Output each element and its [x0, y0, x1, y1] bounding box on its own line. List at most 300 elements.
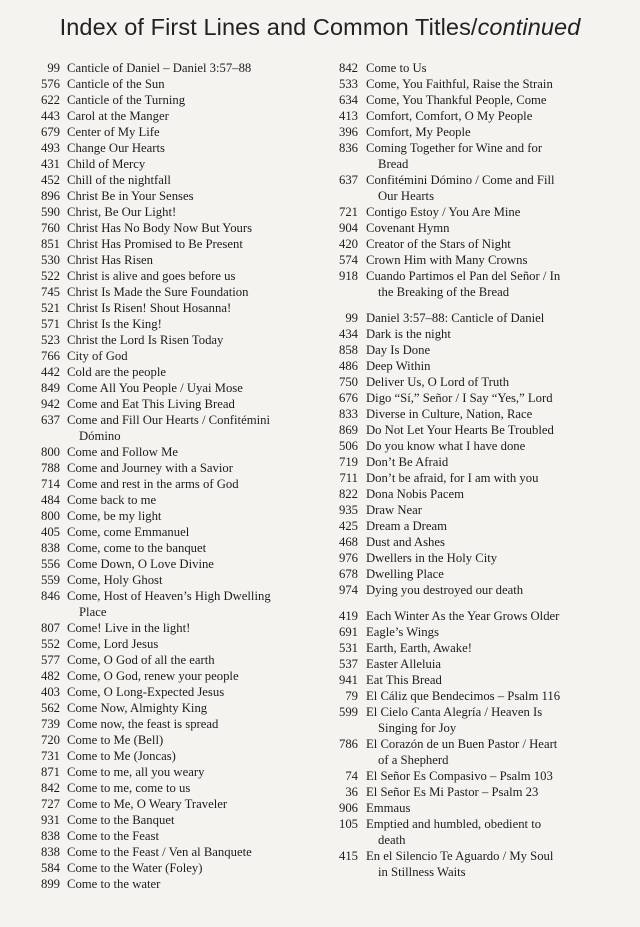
hymn-number: 420 — [338, 237, 358, 251]
index-entry — [30, 252, 312, 268]
hymn-title-line: Christ Is the King! — [67, 317, 162, 331]
index-entry — [30, 316, 312, 332]
hymn-title-line: Deliver Us, O Lord of Truth — [366, 375, 510, 389]
hymn-title — [67, 252, 312, 268]
hymn-number: 838 — [40, 829, 60, 843]
index-entry — [320, 672, 625, 688]
hymn-title-line: Christ the Lord Is Risen Today — [67, 333, 224, 347]
hymn-number: 521 — [40, 301, 60, 315]
hymn-number: 434 — [338, 327, 358, 341]
hymn-title-line: Dream a Dream — [366, 519, 448, 533]
hymn-number: 678 — [338, 567, 358, 581]
hymn-title-line: Come and Follow Me — [67, 445, 179, 459]
hymn-title-line: Come to the Feast — [67, 829, 159, 843]
hymn-title — [67, 572, 312, 588]
hymn-number: 766 — [40, 349, 60, 363]
index-entry — [30, 460, 312, 476]
hymn-title-line: El Señor Es Mi Pastor – Psalm 23 — [366, 785, 539, 799]
hymn-number: 896 — [40, 189, 60, 203]
index-entry — [30, 284, 312, 300]
hymn-number: 931 — [40, 813, 60, 827]
index-entry — [30, 572, 312, 588]
hymn-title — [366, 800, 625, 816]
hymn-number: 976 — [338, 551, 358, 565]
hymn-title-line: Emmaus — [366, 801, 411, 815]
hymn-number: 838 — [40, 541, 60, 555]
index-entry — [320, 454, 625, 470]
hymn-title — [366, 108, 625, 124]
hymn-title — [366, 624, 625, 640]
index-entry — [320, 108, 625, 124]
hymn-title-line: Come Down, O Love Divine — [67, 557, 214, 571]
hymn-title-line: Confitémini Dómino / Come and Fill — [366, 173, 555, 187]
index-entry — [30, 700, 312, 716]
hymn-title — [67, 796, 312, 812]
index-entry — [320, 236, 625, 252]
page-title-main: Index of First Lines and Common Titles/ — [59, 14, 478, 40]
hymn-title — [366, 92, 625, 108]
hymn-number: 634 — [338, 93, 358, 107]
hymn-title-line: Come to Me, O Weary Traveler — [67, 797, 228, 811]
hymn-title — [366, 268, 625, 300]
hymn-number: 720 — [40, 733, 60, 747]
hymn-number: 842 — [338, 61, 358, 75]
index-entry — [320, 374, 625, 390]
hymn-title — [366, 204, 625, 220]
hymn-number: 599 — [338, 705, 358, 719]
hymn-title — [366, 124, 625, 140]
index-entry — [320, 470, 625, 486]
hymn-title-line: Creator of the Stars of Night — [366, 237, 511, 251]
hymn-title-line: Christ Is Made the Sure Foundation — [67, 285, 249, 299]
hymn-title-line: Don’t Be Afraid — [366, 455, 449, 469]
hymn-number: 858 — [338, 343, 358, 357]
hymn-title-line: Cuando Partimos el Pan del Señor / In — [366, 269, 561, 283]
index-entry — [30, 268, 312, 284]
hymn-title-line: Come, Lord Jesus — [67, 637, 159, 651]
hymn-title — [67, 588, 312, 620]
index-entry — [320, 406, 625, 422]
hymn-title — [366, 816, 625, 848]
index-entry — [320, 310, 625, 326]
hymn-number: 676 — [338, 391, 358, 405]
index-entry — [30, 412, 312, 444]
hymn-number: 842 — [40, 781, 60, 795]
hymn-title-continuation: Place — [79, 605, 107, 619]
hymn-title — [67, 780, 312, 796]
index-entry — [320, 640, 625, 656]
hymn-title — [67, 60, 312, 76]
hymn-number: 760 — [40, 221, 60, 235]
hymn-number: 869 — [338, 423, 358, 437]
hymn-number: 486 — [338, 359, 358, 373]
index-entry — [320, 518, 625, 534]
hymn-number: 745 — [40, 285, 60, 299]
hymn-title-line: Come now, the feast is spread — [67, 717, 219, 731]
hymn-number: 556 — [40, 557, 60, 571]
index-entry — [30, 716, 312, 732]
hymn-number: 99 — [345, 311, 358, 325]
index-entry — [30, 636, 312, 652]
hymn-number: 851 — [40, 237, 60, 251]
index-entry — [30, 860, 312, 876]
hymn-title-line: Each Winter As the Year Grows Older — [366, 609, 560, 623]
hymn-title-line: El Cáliz que Bendecimos – Psalm 116 — [366, 689, 561, 703]
page-title — [0, 14, 640, 41]
hymn-title — [366, 550, 625, 566]
hymn-number: 506 — [338, 439, 358, 453]
index-entry — [320, 784, 625, 800]
hymn-title-line: Earth, Earth, Awake! — [366, 641, 472, 655]
hymn-number: 714 — [40, 477, 60, 491]
hymn-title — [366, 768, 625, 784]
index-entry — [30, 812, 312, 828]
index-entry — [30, 748, 312, 764]
hymn-title — [67, 156, 312, 172]
hymn-number: 788 — [40, 461, 60, 475]
hymn-title — [67, 620, 312, 636]
hymn-title — [366, 342, 625, 358]
index-entry — [320, 172, 625, 204]
index-entry — [320, 768, 625, 784]
hymn-number: 403 — [40, 685, 60, 699]
hymn-number: 79 — [345, 689, 358, 703]
hymn-number: 590 — [40, 205, 60, 219]
hymn-title-line: Daniel 3:57–88: Canticle of Daniel — [366, 311, 545, 325]
hymn-title — [67, 508, 312, 524]
hymn-number: 530 — [40, 253, 60, 267]
hymn-title — [366, 502, 625, 518]
hymn-title — [67, 476, 312, 492]
hymn-title — [67, 764, 312, 780]
hymn-number: 482 — [40, 669, 60, 683]
hymn-title-line: El Corazón de un Buen Pastor / Heart — [366, 737, 558, 751]
hymn-title — [67, 332, 312, 348]
index-entry — [320, 204, 625, 220]
index-entry — [30, 396, 312, 412]
hymn-title-line: Come All You People / Uyai Mose — [67, 381, 243, 395]
hymn-title-line: Deep Within — [366, 359, 431, 373]
hymn-title — [67, 268, 312, 284]
hymn-number: 425 — [338, 519, 358, 533]
hymn-number: 533 — [338, 77, 358, 91]
index-entry — [320, 848, 625, 880]
hymn-title-line: Come to me, come to us — [67, 781, 191, 795]
index-entry — [320, 800, 625, 816]
index-entry — [30, 348, 312, 364]
hymn-title — [366, 374, 625, 390]
hymn-title — [366, 390, 625, 406]
hymn-title — [67, 188, 312, 204]
hymn-title — [67, 748, 312, 764]
index-entry — [320, 342, 625, 358]
hymn-number: 431 — [40, 157, 60, 171]
hymn-number: 849 — [40, 381, 60, 395]
index-entry — [30, 780, 312, 796]
hymn-title — [366, 704, 625, 736]
index-entry — [30, 156, 312, 172]
hymn-title-line: Come, be my light — [67, 509, 162, 523]
index-entry — [30, 732, 312, 748]
index-entry — [30, 92, 312, 108]
hymn-title-continuation: of a Shepherd — [378, 753, 449, 767]
hymn-title-line: Come to the Water (Foley) — [67, 861, 203, 875]
hymn-number: 74 — [345, 769, 358, 783]
hymn-number: 584 — [40, 861, 60, 875]
hymn-title-line: Come, come to the banquet — [67, 541, 207, 555]
index-entry — [30, 236, 312, 252]
hymn-title — [67, 844, 312, 860]
hymn-title-continuation: Bread — [378, 157, 409, 171]
hymn-number: 576 — [40, 77, 60, 91]
index-entry — [320, 252, 625, 268]
hymn-title-line: El Señor Es Compasivo – Psalm 103 — [366, 769, 553, 783]
index-entry — [30, 524, 312, 540]
hymn-title — [67, 636, 312, 652]
hymn-title — [67, 492, 312, 508]
hymn-number: 691 — [338, 625, 358, 639]
hymn-number: 800 — [40, 445, 60, 459]
hymn-title — [366, 326, 625, 342]
index-entry — [320, 358, 625, 374]
hymn-number: 833 — [338, 407, 358, 421]
hymn-title-line: Come, You Thankful People, Come — [366, 93, 547, 107]
hymn-number: 935 — [338, 503, 358, 517]
index-entry — [320, 486, 625, 502]
index-entry — [320, 624, 625, 640]
hymn-number: 537 — [338, 657, 358, 671]
hymn-number: 727 — [40, 797, 60, 811]
index-entry — [320, 816, 625, 848]
page-title-suffix: continued — [477, 14, 581, 40]
hymn-title — [366, 236, 625, 252]
hymn-title-line: Carol at the Manger — [67, 109, 169, 123]
hymn-title-line: Canticle of the Sun — [67, 77, 165, 91]
hymn-title — [67, 348, 312, 364]
index-entry — [320, 140, 625, 172]
hymn-title-line: Canticle of Daniel – Daniel 3:57–88 — [67, 61, 252, 75]
index-entry — [30, 124, 312, 140]
index-entry — [320, 92, 625, 108]
hymn-number: 807 — [40, 621, 60, 635]
hymn-title — [366, 406, 625, 422]
hymn-title-line: Come Now, Almighty King — [67, 701, 208, 715]
hymn-title-line: Day Is Done — [366, 343, 431, 357]
hymn-number: 99 — [47, 61, 60, 75]
hymn-number: 800 — [40, 509, 60, 523]
hymn-title — [67, 700, 312, 716]
hymn-title — [67, 460, 312, 476]
hymn-title — [366, 172, 625, 204]
index-entry — [320, 220, 625, 236]
hymn-number: 731 — [40, 749, 60, 763]
index-entry — [30, 764, 312, 780]
hymn-title — [67, 108, 312, 124]
hymn-title-line: Covenant Hymn — [366, 221, 450, 235]
hymn-title-line: Christ is alive and goes before us — [67, 269, 236, 283]
hymn-number: 415 — [338, 849, 358, 863]
index-entry — [320, 566, 625, 582]
hymn-number: 522 — [40, 269, 60, 283]
hymn-title — [67, 236, 312, 252]
hymn-title — [366, 486, 625, 502]
hymn-title — [366, 470, 625, 486]
hymn-title — [67, 172, 312, 188]
hymn-title-line: Cold are the people — [67, 365, 166, 379]
hymn-title-line: Come, Holy Ghost — [67, 573, 163, 587]
hymn-title-continuation: Dómino — [79, 429, 121, 443]
hymn-title-line: Come and rest in the arms of God — [67, 477, 239, 491]
hymn-title-line: Eat This Bread — [366, 673, 442, 687]
hymn-title — [366, 358, 625, 374]
hymn-title — [366, 848, 625, 880]
index-entry — [30, 140, 312, 156]
hymn-title-line: Come to the Feast / Ven al Banquete — [67, 845, 252, 859]
hymn-title-line: Child of Mercy — [67, 157, 146, 171]
hymn-title — [67, 76, 312, 92]
hymn-title — [67, 140, 312, 156]
hymn-title — [67, 668, 312, 684]
hymn-title-line: Christ Has No Body Now But Yours — [67, 221, 253, 235]
hymn-title-continuation: in Stillness Waits — [378, 865, 466, 879]
hymn-title — [67, 284, 312, 300]
hymn-title-line: Come, You Faithful, Raise the Strain — [366, 77, 553, 91]
hymn-title-line: Come to Me (Bell) — [67, 733, 164, 747]
index-entry — [320, 390, 625, 406]
hymn-number: 531 — [338, 641, 358, 655]
hymn-title — [366, 582, 625, 598]
hymn-title-line: Come and Journey with a Savior — [67, 461, 233, 475]
hymn-number: 637 — [40, 413, 60, 427]
hymn-title-line: Come to Me (Joncas) — [67, 749, 176, 763]
hymn-number: 942 — [40, 397, 60, 411]
hymn-title — [366, 784, 625, 800]
hymn-title — [67, 876, 312, 892]
hymn-title-line: Change Our Hearts — [67, 141, 165, 155]
index-entry — [30, 588, 312, 620]
hymn-title-line: Come, O God of all the earth — [67, 653, 215, 667]
hymn-title-line: Draw Near — [366, 503, 423, 517]
index-entry — [30, 332, 312, 348]
hymn-title — [366, 60, 625, 76]
index-entry — [320, 76, 625, 92]
hymn-title-line: Eagle’s Wings — [366, 625, 439, 639]
hymn-number: 838 — [40, 845, 60, 859]
hymn-title — [67, 860, 312, 876]
hymn-title — [67, 316, 312, 332]
index-entry — [30, 300, 312, 316]
hymn-title-line: Comfort, Comfort, O My People — [366, 109, 533, 123]
hymn-title-line: Diverse in Culture, Nation, Race — [366, 407, 533, 421]
index-entry — [320, 60, 625, 76]
hymn-title-line: Chill of the nightfall — [67, 173, 171, 187]
hymn-number: 918 — [338, 269, 358, 283]
hymn-number: 574 — [338, 253, 358, 267]
index-entry — [320, 502, 625, 518]
hymn-title — [67, 204, 312, 220]
index-entry — [30, 108, 312, 124]
index-entry — [30, 796, 312, 812]
hymn-title — [67, 444, 312, 460]
index-entry — [30, 684, 312, 700]
hymn-number: 739 — [40, 717, 60, 731]
hymn-number: 571 — [40, 317, 60, 331]
index-entry — [320, 550, 625, 566]
index-entry — [30, 60, 312, 76]
hymn-title — [67, 828, 312, 844]
hymn-title-line: Come, O Long-Expected Jesus — [67, 685, 225, 699]
index-entry — [30, 444, 312, 460]
hymn-title — [67, 812, 312, 828]
index-entry — [320, 704, 625, 736]
index-entry — [320, 688, 625, 704]
index-entry — [30, 668, 312, 684]
hymn-number: 562 — [40, 701, 60, 715]
hymn-title-continuation: Singing for Joy — [378, 721, 457, 735]
hymn-number: 577 — [40, 653, 60, 667]
index-entry — [30, 380, 312, 396]
hymn-title-line: Come to Us — [366, 61, 427, 75]
hymn-title-line: Dying you destroyed our death — [366, 583, 524, 597]
hymn-title — [67, 684, 312, 700]
index-entry — [320, 534, 625, 550]
hymn-title — [366, 688, 625, 704]
hymn-title-line: Dust and Ashes — [366, 535, 445, 549]
hymn-title-line: Come, Host of Heaven’s High Dwelling — [67, 589, 271, 603]
hymn-number: 105 — [338, 817, 358, 831]
hymn-title-line: Come! Live in the light! — [67, 621, 191, 635]
hymn-number: 552 — [40, 637, 60, 651]
index-entry — [320, 326, 625, 342]
hymn-title — [67, 92, 312, 108]
index-entry — [30, 828, 312, 844]
hymn-title-line: Don’t be afraid, for I am with you — [366, 471, 539, 485]
hymn-number: 974 — [338, 583, 358, 597]
hymn-number: 523 — [40, 333, 60, 347]
hymn-title-line: Easter Alleluia — [366, 657, 442, 671]
hymn-number: 36 — [345, 785, 358, 799]
hymn-number: 871 — [40, 765, 60, 779]
hymn-title-line: Come to the Banquet — [67, 813, 175, 827]
hymn-title — [366, 534, 625, 550]
hymn-title-line: El Cielo Canta Alegría / Heaven Is — [366, 705, 543, 719]
hymn-number: 899 — [40, 877, 60, 891]
hymn-number: 405 — [40, 525, 60, 539]
hymn-number: 719 — [338, 455, 358, 469]
hymn-title-line: Coming Together for Wine and for — [366, 141, 543, 155]
hymn-number: 396 — [338, 125, 358, 139]
hymn-title — [366, 310, 625, 326]
index-entry — [320, 608, 625, 624]
hymn-title-line: Come back to me — [67, 493, 157, 507]
hymn-title — [366, 76, 625, 92]
index-entry — [30, 76, 312, 92]
index-entry — [30, 876, 312, 892]
hymn-title-line: Come and Eat This Living Bread — [67, 397, 235, 411]
hymn-title-line: Do you know what I have done — [366, 439, 526, 453]
index-entry — [30, 508, 312, 524]
hymn-number: 493 — [40, 141, 60, 155]
hymn-title-line: Do Not Let Your Hearts Be Troubled — [366, 423, 554, 437]
hymn-title-line: City of God — [67, 349, 128, 363]
hymn-number: 443 — [40, 109, 60, 123]
hymn-title — [67, 124, 312, 140]
index-entry — [320, 422, 625, 438]
hymn-title-line: Come, come Emmanuel — [67, 525, 190, 539]
hymn-title-line: Comfort, My People — [366, 125, 471, 139]
hymn-title-line: Crown Him with Many Crowns — [366, 253, 528, 267]
hymn-title-continuation: the Breaking of the Bread — [378, 285, 510, 299]
